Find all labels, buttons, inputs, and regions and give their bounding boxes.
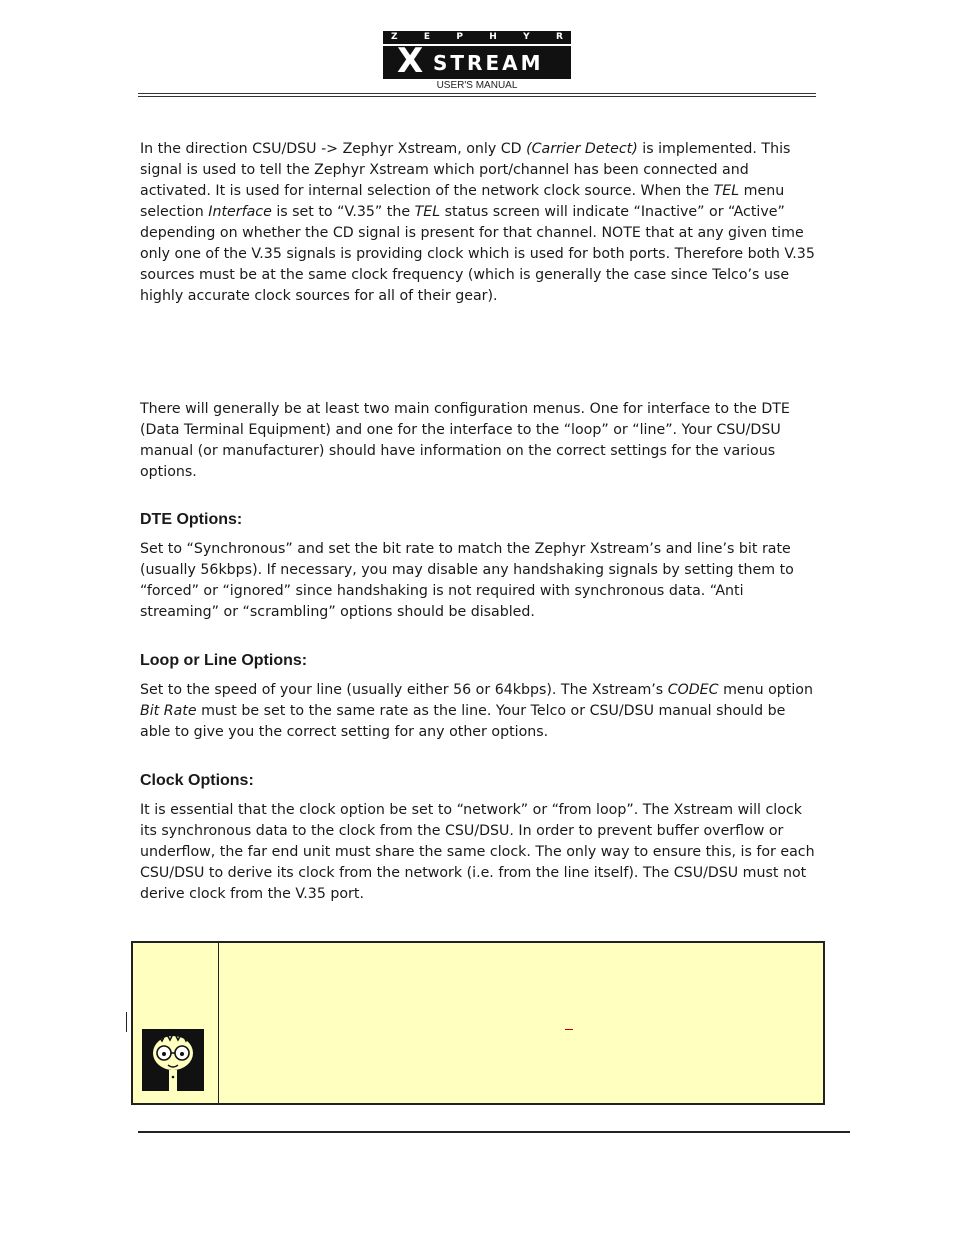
cartoon-face-icon bbox=[142, 1029, 204, 1096]
logo-stream-text: STREAM bbox=[433, 51, 544, 75]
configuration-menus-paragraph: There will generally be at least two main configuration menus. One for interface to the DTE (Data Terminal Equipment) and one for the interface to the “loop” or “line”. Your CSU/DSU manual (or manufacturer) should have information on the correct settings for the various options. bbox=[140, 401, 790, 480]
clock-options-heading: Clock Options: bbox=[140, 772, 254, 789]
dte-options-heading: DTE Options: bbox=[140, 511, 243, 528]
note-box bbox=[131, 941, 825, 1105]
note-red-mark bbox=[565, 1029, 573, 1030]
note-box-divider bbox=[218, 943, 219, 1103]
carrier-detect-paragraph: In the direction CSU/DSU -> Zephyr Xstream, only CD (Carrier Detect) is implemented. This signal is used to tell the Zephyr Xstream which port/channel has been connected and activated. It is used for internal selection of the network clock source. When the TEL menu selection Interface is set to “V.35” the TEL status screen will indicate “Inactive” or “Active” depending on whether the CD signal is present for that channel. NOTE that at any given time only one of the V.35 signals is providing clock which is used for both ports. Therefore both V.35 sources must be at the same clock frequency (which is generally the case since Telco’s use highly accurate clock sources for all of their gear). bbox=[140, 141, 815, 304]
loop-options-text: Set to the speed of your line (usually either 56 or 64kbps). The Xstream’s CODEC menu option Bit Rate must be set to the same rate as the line. Your Telco or CSU/DSU manual should be able to give you the correct setting for any other options. bbox=[140, 682, 813, 740]
loop-options-heading: Loop or Line Options: bbox=[140, 652, 308, 669]
logo-x-letter: X bbox=[397, 41, 424, 81]
clock-options-text: It is essential that the clock option be set to “network” or “from loop”. The Xstream will clock its synchronous data to the clock from the CSU/DSU. In order to prevent buffer overflow or underflow, the far end unit must share the same clock. The only way to ensure this, is for each CSU/DSU to derive its clock from the network (i.e. from the line itself). The CSU/DSU must not derive clock from the V.35 port. bbox=[140, 802, 815, 902]
zephyr-xstream-logo bbox=[383, 31, 571, 79]
footer-rule bbox=[138, 1131, 850, 1133]
margin-change-bar bbox=[126, 1012, 127, 1032]
header-rule bbox=[138, 93, 816, 94]
logo-top-letters: Z E P H Y R bbox=[391, 32, 563, 42]
header-rule-secondary bbox=[138, 96, 816, 97]
dte-options-text: Set to “Synchronous” and set the bit rate to match the Zephyr Xstream’s and line’s bit rate (usually 56kbps). If necessary, you may disable any handshaking signals by setting them to “forced” or “ignored” since handshaking is not required with synchronous data. “Anti streaming” or “scrambling” options should be disabled. bbox=[140, 541, 794, 620]
manual-subtitle: USER'S MANUAL bbox=[436, 80, 518, 91]
